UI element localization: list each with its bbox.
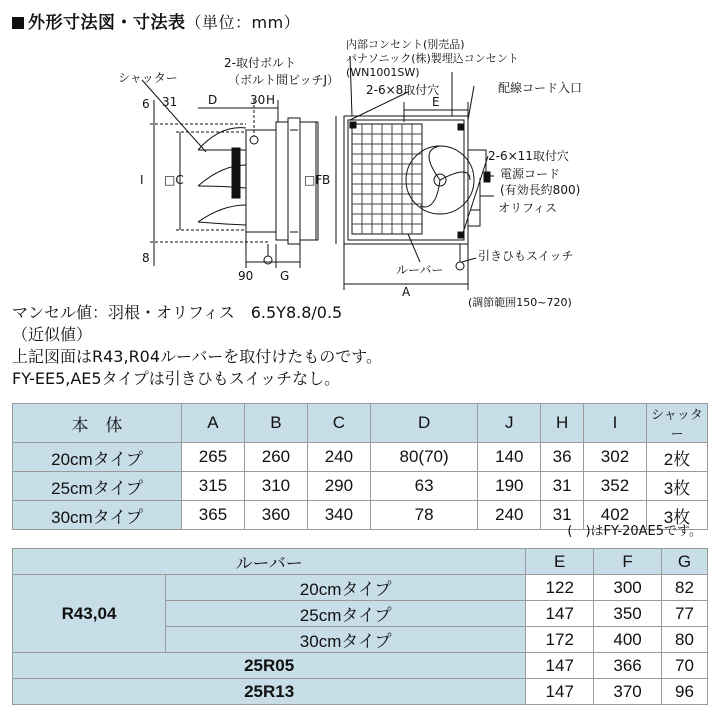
row-label: 25cmタイプ	[13, 472, 182, 501]
col-header-e: E	[526, 549, 594, 575]
heading-title: 外形寸法図・寸法表	[28, 13, 186, 33]
table-row	[13, 653, 708, 679]
row-label: 25R05	[13, 653, 526, 679]
heading-unit: （単位：mm）	[185, 13, 301, 32]
cell: 315	[182, 472, 245, 501]
dim-g: G	[280, 269, 290, 283]
row-label: 30cmタイプ	[13, 501, 182, 530]
cell: 31	[541, 501, 584, 530]
spec-table-note: ( )はFY-20AE5です。	[567, 524, 702, 539]
notes-block	[12, 302, 382, 390]
cell: 36	[541, 443, 584, 472]
label-outlet-2: パナソニック(株)製埋込コンセント	[346, 52, 519, 65]
table-row	[13, 575, 708, 601]
dim-a: A	[402, 285, 411, 299]
cell: 302	[583, 443, 646, 472]
label-pull-switch-1: 引きひもスイッチ	[478, 249, 574, 263]
row-label: 20cmタイプ	[13, 443, 182, 472]
group-label: R43,04	[13, 575, 166, 653]
cell: 370	[594, 679, 662, 705]
col-header-j: J	[478, 404, 541, 443]
dim-d: D	[208, 93, 218, 107]
cell: 402	[583, 501, 646, 530]
table-row	[13, 443, 708, 472]
cell: 260	[244, 443, 307, 472]
dim-b: B	[322, 173, 331, 187]
label-outlet-1: 内部コンセント(別売品)	[346, 38, 465, 51]
label-louver: ルーバー	[396, 263, 444, 277]
cell: 366	[594, 653, 662, 679]
label-shutter: シャッター	[118, 71, 178, 85]
cell: 70	[661, 653, 707, 679]
cell: 240	[478, 501, 541, 530]
cell: 365	[182, 501, 245, 530]
table-header-row	[13, 549, 708, 575]
col-header-g: G	[661, 549, 707, 575]
label-bolt-1: 2-取付ボルト	[224, 56, 296, 70]
note-switch: FY-EE5,AE5タイプは引きひもスイッチなし。	[12, 369, 341, 388]
cell: 147	[526, 679, 594, 705]
dim-h: H	[266, 93, 276, 107]
cell: 172	[526, 627, 594, 653]
cell: 80	[661, 627, 707, 653]
row-label: 20cmタイプ	[166, 575, 526, 601]
cell: 82	[661, 575, 707, 601]
cell: 80(70)	[370, 443, 477, 472]
cell: 122	[526, 575, 594, 601]
col-header-a: A	[182, 404, 245, 443]
note-louver: 上記図面はR43,R04ルーバーを取付けたものです。	[12, 347, 382, 366]
cell: 3枚	[647, 501, 708, 530]
label-power-cord-2: (有効長約800)	[500, 183, 581, 197]
row-label: 25cmタイプ	[166, 601, 526, 627]
cell: 96	[661, 679, 707, 705]
spec-table	[12, 403, 708, 530]
dim-31: 31	[162, 95, 178, 109]
dim-90: 90	[238, 269, 254, 283]
dim-8: 8	[142, 251, 150, 265]
dim-c: □C	[164, 173, 184, 187]
louver-table	[12, 548, 708, 705]
col-header-shutter: シャッター	[647, 404, 708, 443]
label-pull-switch-2: (調節範囲150~720)	[468, 296, 572, 309]
note-approx: （近似値）	[12, 325, 93, 344]
label-bolt-2: （ボルト間ピッチJ）	[228, 73, 340, 87]
row-label: 30cmタイプ	[166, 627, 526, 653]
dim-6: 6	[142, 97, 150, 111]
table-row	[13, 679, 708, 705]
cell: 2枚	[647, 443, 708, 472]
cell: 31	[541, 472, 584, 501]
row-label: 25R13	[13, 679, 526, 705]
col-header-body: 本 体	[13, 404, 182, 443]
cell: 147	[526, 653, 594, 679]
label-cord-inlet: 配線コード入口	[498, 81, 583, 95]
table-header-row	[13, 404, 708, 443]
dim-e: E	[432, 95, 440, 109]
table-row	[13, 472, 708, 501]
cell: 310	[244, 472, 307, 501]
col-header-f: F	[594, 549, 662, 575]
col-header-c: C	[307, 404, 370, 443]
cell: 3枚	[647, 472, 708, 501]
dimension-drawing	[0, 28, 720, 309]
cell: 78	[370, 501, 477, 530]
cell: 352	[583, 472, 646, 501]
col-header-h: H	[541, 404, 584, 443]
col-header-i: I	[583, 404, 646, 443]
cell: 340	[307, 501, 370, 530]
cell: 77	[661, 601, 707, 627]
note-munsell: マンセル値：羽根・オリフィス 6.5Y8.8/0.5	[12, 303, 343, 322]
dim-f: □F	[304, 173, 323, 187]
cell: 63	[370, 472, 477, 501]
col-header-louver: ルーバー	[13, 549, 526, 575]
dim-i: I	[140, 173, 144, 187]
dim-30: 30	[250, 93, 266, 107]
label-hole-6x11: 2-6×11取付穴	[488, 149, 569, 163]
cell: 360	[244, 501, 307, 530]
label-hole-6x8: 2-6×8取付穴	[366, 83, 440, 97]
cell: 190	[478, 472, 541, 501]
label-outlet-3: (WN1001SW)	[346, 66, 420, 79]
cell: 290	[307, 472, 370, 501]
cell: 400	[594, 627, 662, 653]
label-power-cord-1: 電源コード	[500, 167, 561, 181]
col-header-b: B	[244, 404, 307, 443]
cell: 147	[526, 601, 594, 627]
cell: 350	[594, 601, 662, 627]
col-header-d: D	[370, 404, 477, 443]
cell: 265	[182, 443, 245, 472]
cell: 240	[307, 443, 370, 472]
label-orifice: オリフィス	[498, 201, 558, 215]
cell: 140	[478, 443, 541, 472]
cell: 300	[594, 575, 662, 601]
